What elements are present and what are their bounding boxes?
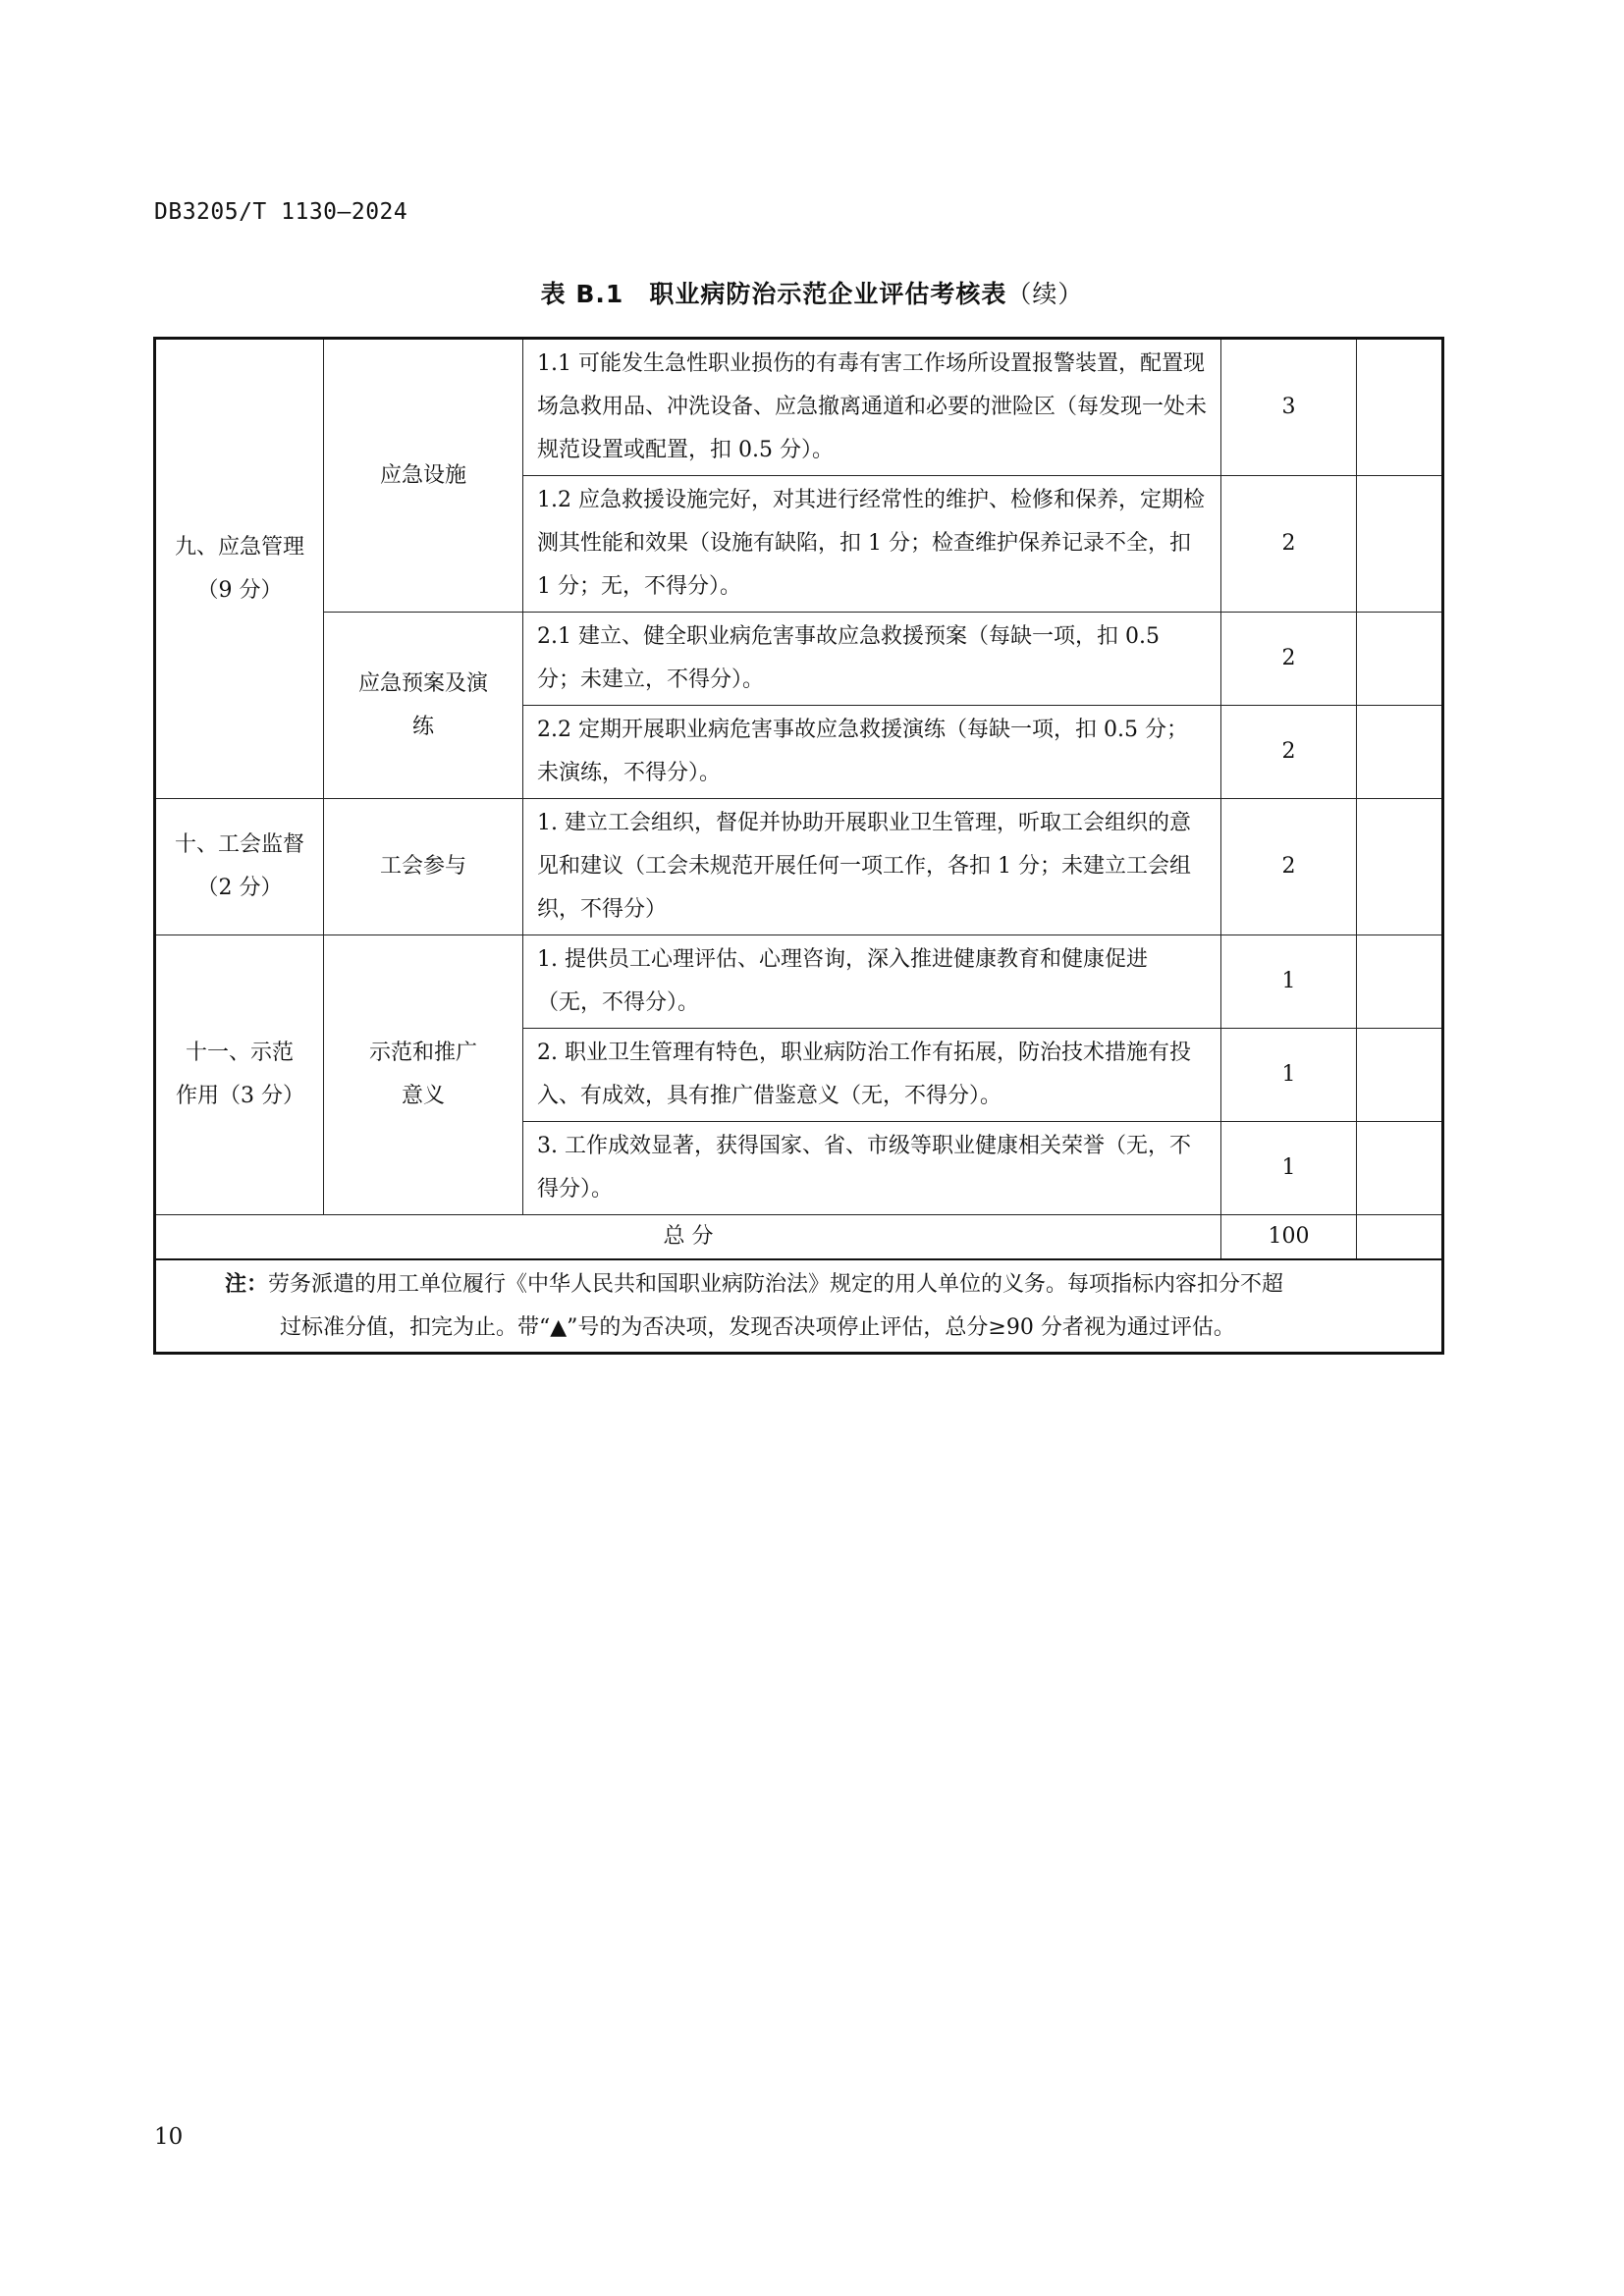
page-number: 10 <box>154 2124 184 2150</box>
table-row <box>155 799 1443 935</box>
subcategory-cell: 工会参与 <box>324 799 523 935</box>
note-row <box>155 1259 1443 1354</box>
table-title-label: 表 B.1 <box>540 280 624 308</box>
subcategory-cell: 应急设施 <box>324 339 523 613</box>
table-title-text: 职业病防治示范企业评估考核表 <box>649 280 1007 308</box>
item-description: 2.1 建立、健全职业病危害事故应急救援预案（每缺一项，扣 0.5 分；未建立，不得分）。 <box>523 613 1221 706</box>
total-score: 100 <box>1221 1215 1357 1260</box>
item-description: 2. 职业卫生管理有特色，职业病防治工作有拓展，防治技术措施有投入、有成效，具有推广借鉴意义（无，不得分）。 <box>523 1029 1221 1122</box>
table-title-suffix: （续） <box>1006 280 1084 308</box>
subcategory-cell: 应急预案及演练 <box>324 613 523 799</box>
result-cell <box>1357 339 1443 476</box>
table-row <box>155 339 1443 476</box>
category-cell <box>155 799 324 935</box>
table-row <box>155 613 1443 706</box>
result-cell <box>1357 799 1443 935</box>
result-cell <box>1357 476 1443 613</box>
category-score: （9 分） <box>196 577 283 603</box>
result-cell <box>1357 1029 1443 1122</box>
item-description: 1. 提供员工心理评估、心理咨询，深入推进健康教育和健康促进（无，不得分）。 <box>523 935 1221 1029</box>
item-score: 3 <box>1221 339 1357 476</box>
total-label: 总 分 <box>155 1215 1221 1260</box>
item-description: 1.2 应急救援设施完好，对其进行经常性的维护、检修和保养，定期检测其性能和效果（设施有缺陷，扣 1 分；检查维护保养记录不全，扣 1 分；无，不得分）。 <box>523 476 1221 613</box>
item-description: 3. 工作成效显著，获得国家、省、市级等职业健康相关荣誉（无，不得分）。 <box>523 1122 1221 1215</box>
subcategory-cell: 示范和推广意义 <box>324 935 523 1215</box>
total-row <box>155 1215 1443 1260</box>
item-score: 2 <box>1221 476 1357 613</box>
category-name: 十、工会监督 <box>174 832 304 857</box>
assessment-table <box>153 337 1444 1355</box>
item-description: 2.2 定期开展职业病危害事故应急救援演练（每缺一项，扣 0.5 分；未演练，不得分）。 <box>523 706 1221 799</box>
table-row <box>155 935 1443 1029</box>
result-cell <box>1357 1122 1443 1215</box>
item-score: 2 <box>1221 799 1357 935</box>
item-score: 1 <box>1221 1029 1357 1122</box>
result-cell <box>1357 935 1443 1029</box>
item-score: 1 <box>1221 1122 1357 1215</box>
note-text: 劳务派遣的用工单位履行《中华人民共和国职业病防治法》规定的用人单位的义务。每项指标内容扣分不超 <box>268 1272 1284 1297</box>
category-cell: 十一、示范作用（3 分） <box>155 935 324 1215</box>
table-title <box>0 275 1624 310</box>
item-score: 2 <box>1221 706 1357 799</box>
item-description: 1. 建立工会组织，督促并协助开展职业卫生管理，听取工会组织的意见和建议（工会未规范开展任何一项工作，各扣 1 分；未建立工会组织，不得分） <box>523 799 1221 935</box>
category-name: 九、应急管理 <box>174 534 304 560</box>
item-score: 2 <box>1221 613 1357 706</box>
note-text-continued: 过标准分值，扣完为止。带“▲”号的为否决项，发现否决项停止评估，总分≥90 分者视为通过评估。 <box>280 1315 1235 1340</box>
item-description: 1.1 可能发生急性职业损伤的有毒有害工作场所设置报警装置，配置现场急救用品、冲洗设备、应急撤离通道和必要的泄险区（每发现一处未规范设置或配置，扣 0.5 分）。 <box>523 339 1221 476</box>
result-cell <box>1357 706 1443 799</box>
result-cell <box>1357 613 1443 706</box>
result-cell <box>1357 1215 1443 1260</box>
item-score: 1 <box>1221 935 1357 1029</box>
document-code: DB3205/T 1130—2024 <box>154 199 408 225</box>
category-cell <box>155 339 324 799</box>
note-label: 注： <box>225 1271 269 1297</box>
note-cell <box>155 1259 1443 1354</box>
category-score: （2 分） <box>196 876 283 900</box>
